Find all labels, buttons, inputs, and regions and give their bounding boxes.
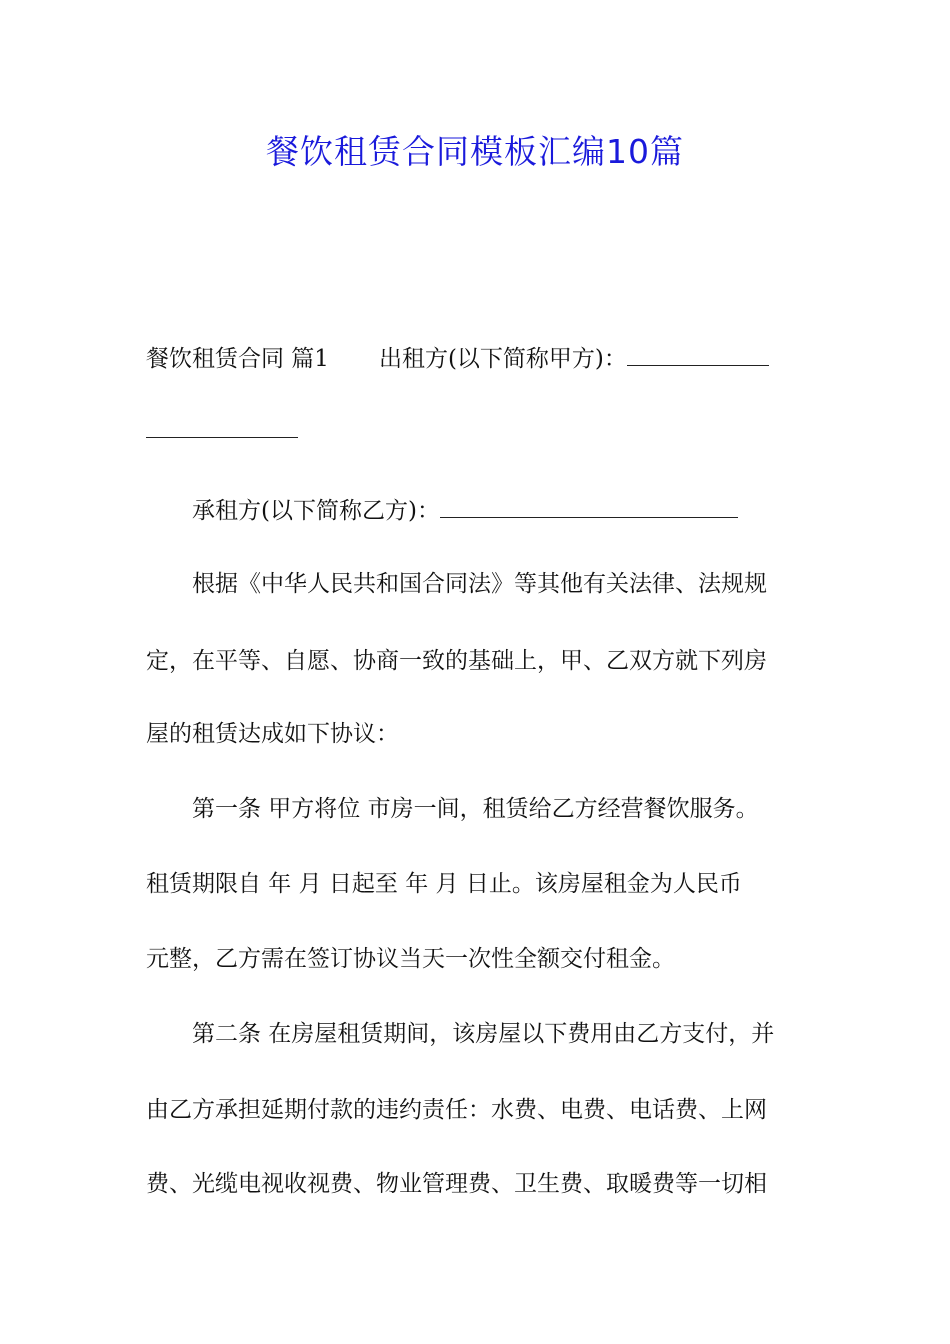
lessee-blank-line	[440, 495, 738, 518]
paragraph-1-line-2: 定，在平等、自愿、协商一致的基础上，甲、乙双方就下列房	[146, 648, 767, 674]
contract-header-line	[146, 341, 769, 377]
paragraph-2-line-2: 租赁期限自 年 月 日起至 年 月 日止。该房屋租金为人民币	[146, 871, 742, 897]
paragraph-3-line-2: 由乙方承担延期付款的违约责任：水费、电费、电话费、上网	[146, 1097, 767, 1123]
lessor-blank-line	[627, 343, 769, 366]
lessee-label: 承租方(以下简称乙方)：	[192, 498, 440, 524]
paragraph-3-line-1: 第二条 在房屋租赁期间，该房屋以下费用由乙方支付，并	[192, 1021, 775, 1047]
lessor-blank-continuation	[146, 413, 298, 449]
lessor-label: 出租方(以下简称甲方)：	[378, 346, 627, 372]
document-title: 餐饮租赁合同模板汇编10篇	[266, 132, 684, 171]
lessor-blank-line-2	[146, 415, 298, 438]
paragraph-1-line-1: 根据《中华人民共和国合同法》等其他有关法律、法规规	[192, 571, 767, 597]
lessee-line	[192, 493, 738, 529]
contract-section-label: 餐饮租赁合同 篇1	[146, 346, 329, 372]
paragraph-2-line-1: 第一条 甲方将位 市房一间，租赁给乙方经营餐饮服务。	[192, 796, 759, 822]
paragraph-2-line-3: 元整，乙方需在签订协议当天一次性全额交付租金。	[146, 946, 675, 972]
paragraph-1-line-3: 屋的租赁达成如下协议：	[146, 721, 399, 747]
paragraph-3-line-3: 费、光缆电视收视费、物业管理费、卫生费、取暖费等一切相	[146, 1171, 767, 1197]
